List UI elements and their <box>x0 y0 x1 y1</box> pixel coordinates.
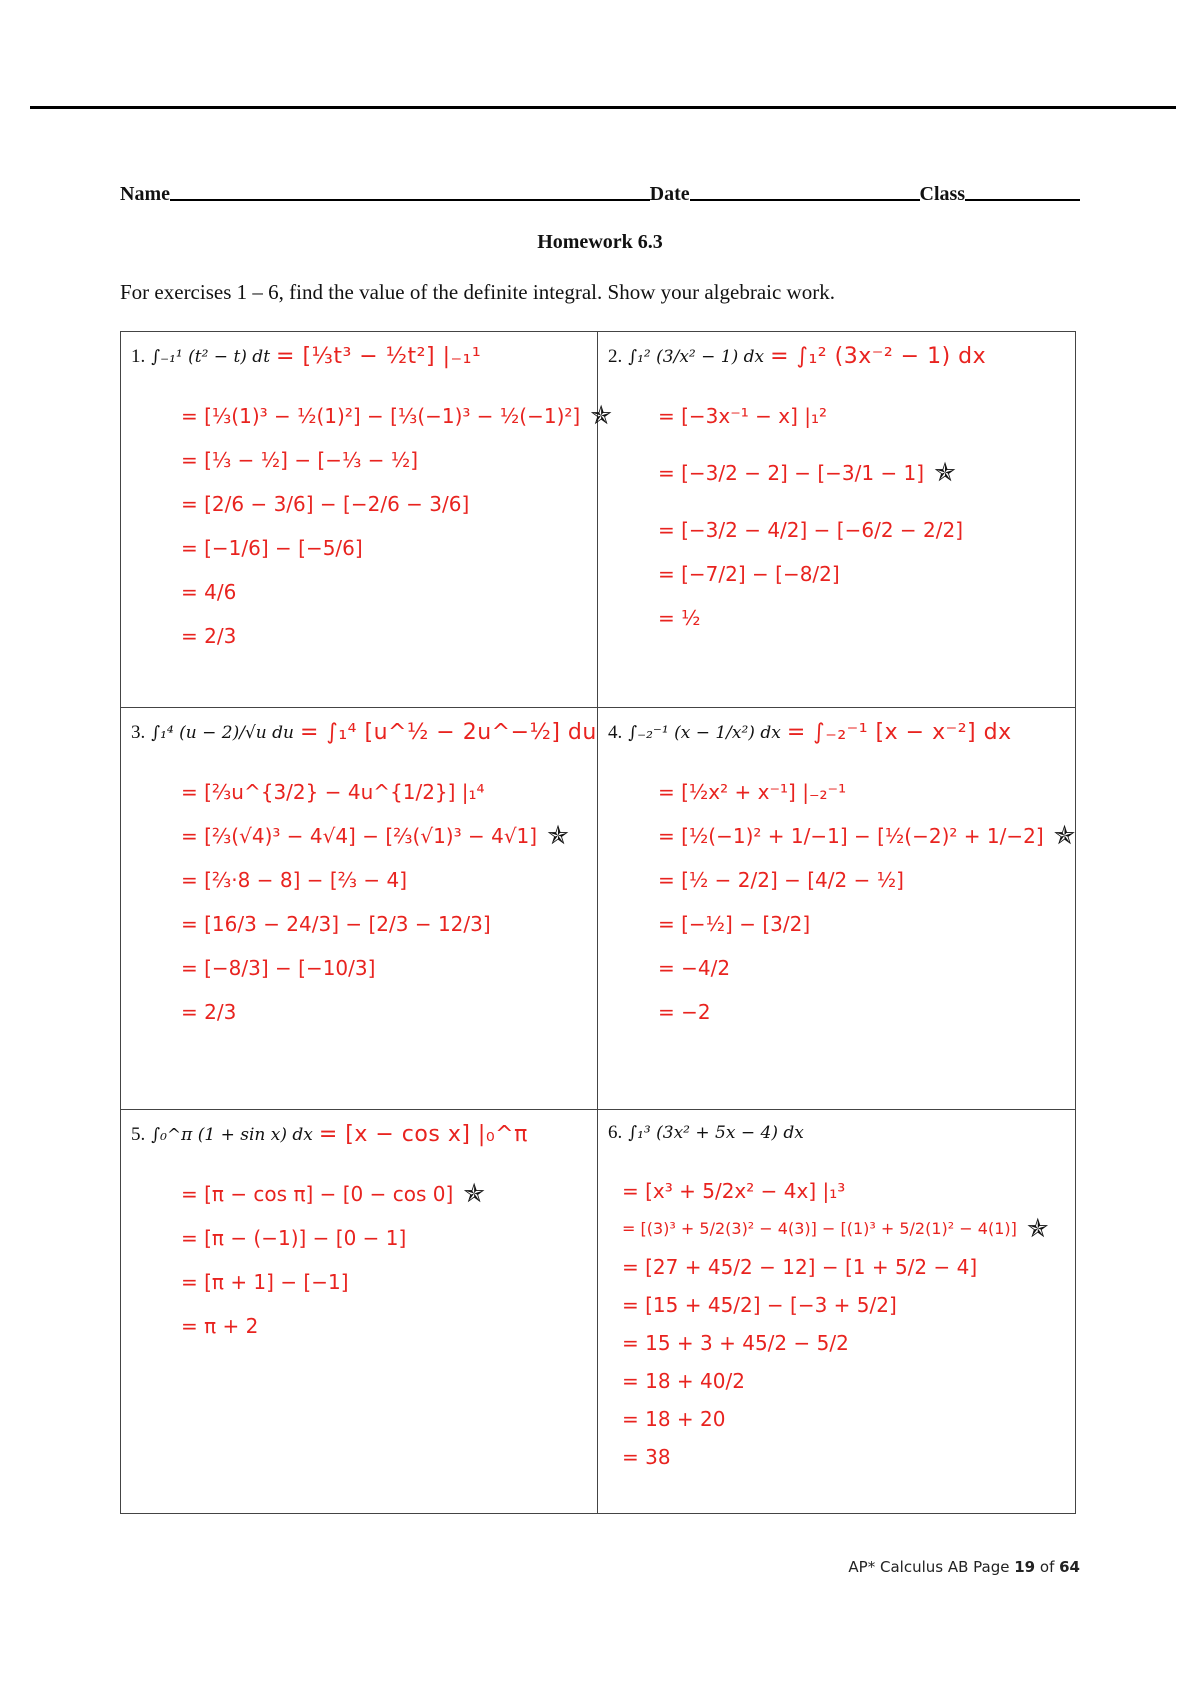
exercise-grid <box>120 331 1076 1514</box>
date-blank <box>690 198 920 201</box>
header-line <box>120 178 1080 206</box>
exercise-number: 3. <box>131 721 146 743</box>
exercise-cell-6 <box>598 1110 1075 1513</box>
handwritten-step: = ∫₁² (3x⁻² − 1) dx <box>770 344 987 369</box>
exercise-cell-5 <box>121 1110 598 1513</box>
handwritten-step: = [⅓t³ − ½t²] |₋₁¹ <box>276 344 482 369</box>
class-blank <box>965 198 1080 201</box>
star-mark-icon: ✯ <box>1053 821 1076 851</box>
work-line: = [−3x⁻¹ − x] |₁² <box>658 404 828 428</box>
name-blank <box>170 198 650 201</box>
integral-expression: ∫₁⁴ (u − 2)/√u du <box>151 722 294 743</box>
work-line: = [½(−1)² + 1/−1] − [½(−2)² + 1/−2] ✯ <box>658 814 1065 858</box>
work-line: = −4/2 <box>658 956 731 980</box>
exercise-number: 4. <box>608 721 623 743</box>
work-line: = [−3/2 − 4/2] − [−6/2 − 2/2] <box>658 518 964 542</box>
integral-expression: ∫₋₁¹ (t² − t) dt <box>151 346 271 367</box>
exercise-cell-1 <box>121 332 612 708</box>
work-line: = [⅔(√4)³ − 4√4] − [⅔(√1)³ − 4√1] ✯ <box>181 814 587 858</box>
work-line: = [π − (−1)] − [0 − 1] <box>181 1226 407 1250</box>
work-line: = [½ − 2/2] − [4/2 − ½] <box>658 868 904 892</box>
handwritten-step: = ∫₁⁴ [u^½ − 2u^−½] du <box>299 720 597 745</box>
work-line: = [x³ + 5/2x² − 4x] |₁³ <box>622 1179 846 1203</box>
exercise-number: 5. <box>131 1123 146 1145</box>
integral-expression: ∫₋₂⁻¹ (x − 1/x²) dx <box>628 722 781 743</box>
work-line: = 18 + 20 <box>622 1407 726 1431</box>
class-label: Class <box>919 183 966 205</box>
work-line: = [16/3 − 24/3] − [2/3 − 12/3] <box>181 912 491 936</box>
footer-page-number: 19 <box>1014 1558 1036 1576</box>
footer-page-total: 64 <box>1059 1558 1080 1576</box>
instructions: For exercises 1 – 6, find the value of the definite integral. Show your algebraic work. <box>120 280 835 304</box>
exercise-prompt <box>131 1122 589 1147</box>
name-label: Name <box>120 183 170 205</box>
work-line: = π + 2 <box>181 1314 259 1338</box>
page-footer <box>848 1558 1080 1576</box>
work-line: = [−8/3] − [−10/3] <box>181 956 376 980</box>
handwritten-work <box>181 770 587 1034</box>
work-line: = 2/3 <box>181 1000 237 1024</box>
work-line: = 38 <box>622 1445 671 1469</box>
handwritten-work <box>181 1172 587 1348</box>
exercise-number: 2. <box>608 345 623 367</box>
star-mark-icon: ✯ <box>934 458 956 488</box>
work-line: = [⅓ − ½] − [−⅓ − ½] <box>181 448 419 472</box>
top-rule <box>30 106 1176 109</box>
handwritten-step: = ∫₋₂⁻¹ [x − x⁻²] dx <box>786 720 1012 745</box>
integral-expression: ∫₁² (3/x² − 1) dx <box>628 346 765 367</box>
work-line: = −2 <box>658 1000 711 1024</box>
exercise-number: 6. <box>608 1122 623 1143</box>
work-line: = [π − cos π] − [0 − cos 0] ✯ <box>181 1172 587 1216</box>
handwritten-work <box>181 394 612 658</box>
work-line: = [27 + 45/2 − 12] − [1 + 5/2 − 4] <box>622 1255 978 1279</box>
work-line: = [π + 1] − [−1] <box>181 1270 349 1294</box>
handwritten-work <box>658 770 1076 1034</box>
work-line: = [⅔·8 − 8] − [⅔ − 4] <box>181 868 408 892</box>
work-line: = ½ <box>658 606 701 630</box>
work-line: = [−7/2] − [−8/2] <box>658 562 840 586</box>
work-line: = 4/6 <box>181 580 237 604</box>
exercise-prompt <box>131 344 589 369</box>
handwritten-work <box>622 1172 1065 1476</box>
exercise-prompt <box>608 720 1067 745</box>
work-line: = [15 + 45/2] − [−3 + 5/2] <box>622 1293 897 1317</box>
exercise-prompt <box>608 344 1067 369</box>
handwritten-work <box>658 394 1065 640</box>
integral-expression: ∫₀^π (1 + sin x) dx <box>151 1124 313 1145</box>
handwritten-step: = [x − cos x] |₀^π <box>318 1122 528 1147</box>
work-line: = 2/3 <box>181 624 237 648</box>
work-line: = [−3/2 − 2] − [−3/1 − 1] ✯ <box>658 438 1065 508</box>
exercise-cell-2 <box>598 332 1075 708</box>
work-line: = [½x² + x⁻¹] |₋₂⁻¹ <box>658 780 847 804</box>
work-line: = [⅔u^{3/2} − 4u^{1/2}] |₁⁴ <box>181 780 485 804</box>
exercise-cell-3 <box>121 708 598 1110</box>
star-mark-icon: ✯ <box>590 401 612 431</box>
work-line: = 15 + 3 + 45/2 − 5/2 <box>622 1331 849 1355</box>
work-line: = [2/6 − 3/6] − [−2/6 − 3/6] <box>181 492 470 516</box>
exercise-cell-4 <box>598 708 1075 1110</box>
exercise-number: 1. <box>131 345 146 367</box>
work-line: = [−½] − [3/2] <box>658 912 811 936</box>
date-label: Date <box>649 183 690 205</box>
exercise-prompt <box>608 1122 1067 1144</box>
work-line: = [⅓(1)³ − ½(1)²] − [⅓(−1)³ − ½(−1)²] ✯ <box>181 394 587 438</box>
footer-prefix: AP* Calculus AB Page <box>848 1558 1015 1576</box>
star-mark-icon: ✯ <box>547 821 569 851</box>
integral-expression: ∫₁³ (3x² + 5x − 4) dx <box>628 1123 804 1143</box>
work-line: = 18 + 40/2 <box>622 1369 745 1393</box>
star-mark-icon: ✯ <box>463 1179 486 1209</box>
work-line: = [(3)³ + 5/2(3)² − 4(3)] − [(1)³ + 5/2(1)² − 4(1)] ✯ <box>622 1210 1065 1248</box>
star-mark-icon: ✯ <box>1026 1214 1049 1244</box>
exercise-prompt <box>131 720 597 745</box>
footer-of: of <box>1035 1558 1060 1576</box>
work-line: = [−1/6] − [−5/6] <box>181 536 363 560</box>
page-title: Homework 6.3 <box>537 231 663 253</box>
